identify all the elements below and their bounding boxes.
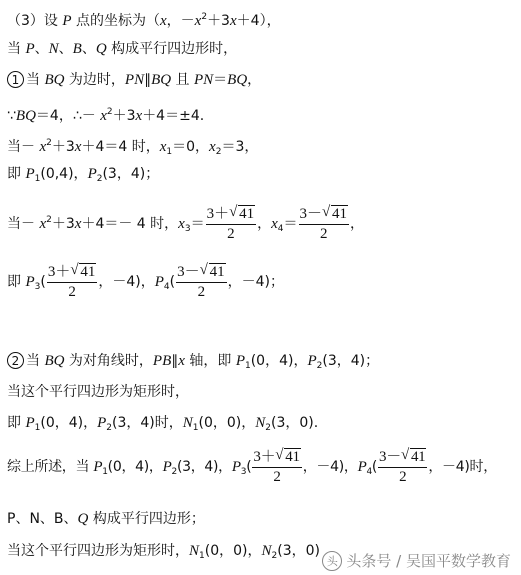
circled-number-1: 1 xyxy=(7,71,24,88)
line-7: 当－ $x^2+3x+4=- 4$ 时，$x_3=$ 3＋ √ 41 2 ，$x_4=$ 3－ √ 41 2 ， xyxy=(7,203,365,242)
fraction-p3-summary: 3＋ √ 41 2 xyxy=(253,446,300,485)
watermark xyxy=(322,550,511,571)
sqrt: √ 41 xyxy=(70,261,96,280)
line-11: 即 $P_1(0$，4)，$P_2(3$，4)时，$N_1(0$，0)，$N_2(3$，0). xyxy=(7,415,319,433)
line-8: 即 $P_3$( 3＋ √ 41 2 ，－4)，$P_4$( 3－ √ 41 2 ，－4)； xyxy=(7,261,284,300)
sqrt: √ 41 xyxy=(322,203,348,222)
sqrt: √ 41 xyxy=(199,261,225,280)
line-10: 当这个平行四边形为矩形时， xyxy=(7,384,189,400)
line-2: 当 P、N、B、Q 构成平行四边形时， xyxy=(7,41,238,57)
line-6: 即 $P_1(0,4)$，$P_2(3$，4)； xyxy=(7,166,160,184)
line-4: ∵BQ＝4，∴－ $x^2+3x+4=\pm 4$. xyxy=(7,107,205,124)
line-13: P、N、B、Q 构成平行四边形； xyxy=(7,511,205,527)
fraction-p3: 3＋ √ 41 2 xyxy=(47,261,96,300)
sqrt: √ 41 xyxy=(275,446,300,465)
fraction-x4: 3－ √ 41 2 xyxy=(299,203,348,242)
line-1: （3）设 P 点的坐标为（x，$-x^2+3x+4$）， xyxy=(7,12,281,29)
fraction-x3: 3＋ √ 41 2 xyxy=(206,203,255,242)
fraction-p4: 3－ √ 41 2 xyxy=(177,261,225,300)
line-12: 综上所述，当 $P_1(0$，4)，$P_2(3$，4)，$P_3$( 3＋ √ 41 2 ，－4)，$P_4$( 3－ √ 41 2 ，－4)时， xyxy=(7,446,497,485)
line-14: 当这个平行四边形为矩形时，$N_1(0$，0)，$N_2(3$，0) xyxy=(7,543,320,561)
line-9: 2 当 BQ 为对角线时，PB∥x 轴，即 $P_1(0$，4)，$P_2(3$，4)； xyxy=(7,352,379,375)
fraction-p4-summary: 3－ √ 41 2 xyxy=(379,446,426,485)
watermark-text: 头条号 / 吴国平数学教育 xyxy=(346,552,511,570)
circled-number-2: 2 xyxy=(7,352,24,369)
toutiao-logo-icon: 头 xyxy=(322,551,342,571)
sqrt: √ 41 xyxy=(229,203,255,222)
line-5: 当－ $x^2+3x+4=4$ 时，$x_1=0$，$x_2=3$， xyxy=(7,138,259,157)
sqrt: √ 41 xyxy=(400,446,426,465)
line-3: 1 当 BQ 为边时，PN∥BQ 且 PN＝BQ， xyxy=(7,71,261,89)
